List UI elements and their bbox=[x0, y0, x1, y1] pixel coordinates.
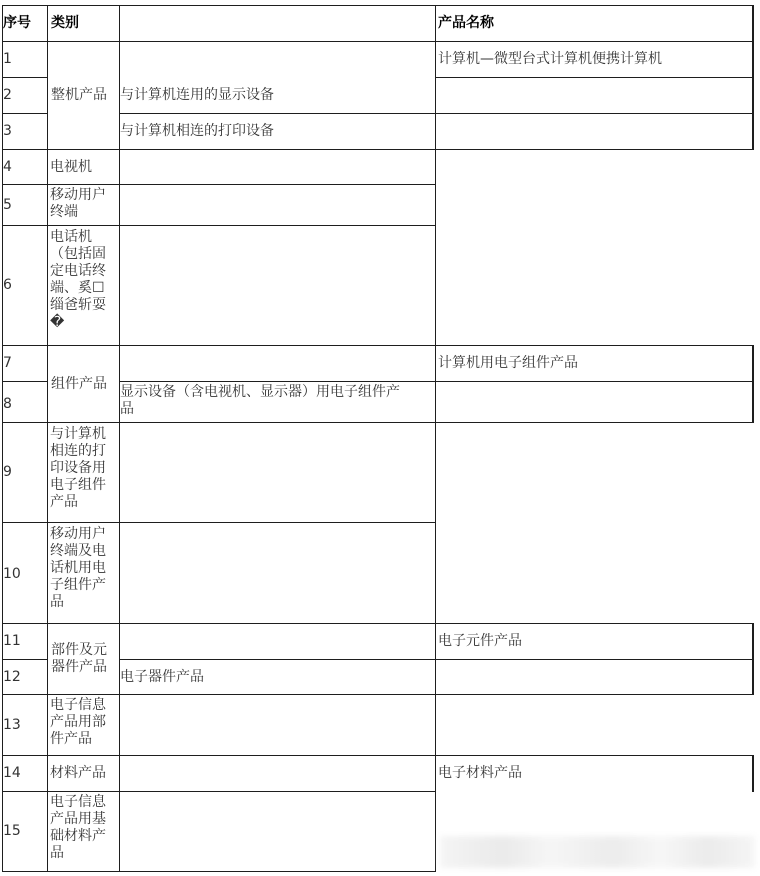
row-product: 电子材料产品 bbox=[438, 765, 522, 781]
row-category: 电话机 （包括固 定电话终 端、奚☐ 缁爸斩耍 � bbox=[50, 229, 106, 330]
row-subcategory: 与计算机相连的打印设备 bbox=[120, 123, 274, 139]
row-seq: 14 bbox=[3, 765, 21, 781]
row-category: 移动用户 终端及电 话机用电 子组件产 品 bbox=[50, 526, 106, 610]
row-category: 移动用户 终端 bbox=[50, 187, 106, 220]
header-bottom-line bbox=[2, 41, 754, 42]
blurred-watermark bbox=[440, 836, 755, 868]
table-border-right bbox=[752, 623, 754, 695]
row-subcategory: 与计算机连用的显示设备 bbox=[120, 87, 274, 103]
group-label: 整机产品 bbox=[51, 87, 107, 103]
row-seq: 8 bbox=[3, 396, 12, 412]
group-label: 组件产品 bbox=[51, 376, 107, 392]
col-line bbox=[47, 5, 48, 872]
row-product: 计算机—微型台式计算机便携计算机 bbox=[438, 51, 662, 67]
header-product-name: 产品名称 bbox=[438, 15, 494, 31]
row-line bbox=[2, 791, 436, 792]
table-border-right bbox=[752, 5, 754, 150]
row-product: 电子元件产品 bbox=[438, 633, 522, 649]
row-line bbox=[436, 77, 753, 78]
table-border-right bbox=[752, 755, 754, 792]
row-line bbox=[2, 77, 48, 78]
row-seq: 3 bbox=[3, 123, 12, 139]
row-seq: 2 bbox=[3, 87, 12, 103]
row-seq: 1 bbox=[3, 51, 12, 67]
header-category: 类别 bbox=[51, 15, 79, 31]
row-seq: 11 bbox=[3, 633, 21, 649]
row-seq: 4 bbox=[3, 159, 12, 175]
row-seq: 15 bbox=[3, 823, 21, 839]
row-line bbox=[2, 184, 436, 185]
row-line bbox=[2, 694, 753, 695]
row-seq: 9 bbox=[3, 464, 12, 480]
row-line bbox=[2, 149, 753, 150]
row-category: 电子信息 产品用部 件产品 bbox=[50, 697, 106, 747]
row-line bbox=[2, 381, 48, 382]
row-line bbox=[2, 755, 754, 756]
row-category: 与计算机 相连的打 印设备用 电子组件 产品 bbox=[50, 426, 106, 510]
row-subcategory: 电子器件产品 bbox=[120, 669, 204, 685]
row-line bbox=[2, 522, 436, 523]
row-category: 电视机 bbox=[50, 159, 92, 175]
row-line bbox=[2, 225, 436, 226]
row-seq: 13 bbox=[3, 717, 21, 733]
row-seq: 10 bbox=[3, 566, 21, 582]
table-border-right bbox=[752, 345, 754, 423]
row-subcategory: 显示设备（含电视机、显示器）用电子组件产 品 bbox=[120, 384, 400, 417]
row-seq: 5 bbox=[3, 197, 12, 213]
row-seq: 7 bbox=[3, 355, 12, 371]
group-label: 部件及元 器件产品 bbox=[51, 642, 107, 675]
col-line bbox=[435, 5, 436, 872]
table-border-bottom bbox=[2, 871, 436, 872]
row-line bbox=[2, 422, 753, 423]
row-line bbox=[2, 623, 754, 624]
row-category: 材料产品 bbox=[50, 765, 106, 781]
table-border-top bbox=[2, 5, 754, 6]
row-seq: 12 bbox=[3, 669, 21, 685]
header-seq: 序号 bbox=[3, 15, 31, 31]
row-line bbox=[120, 113, 753, 114]
row-line bbox=[120, 659, 753, 660]
row-category: 电子信息 产品用基 础材料产 品 bbox=[50, 794, 106, 861]
row-seq: 6 bbox=[3, 277, 12, 293]
row-line bbox=[2, 659, 48, 660]
row-line bbox=[2, 113, 48, 114]
row-line bbox=[120, 381, 753, 382]
row-product: 计算机用电子组件产品 bbox=[438, 355, 578, 371]
row-line bbox=[2, 345, 754, 346]
